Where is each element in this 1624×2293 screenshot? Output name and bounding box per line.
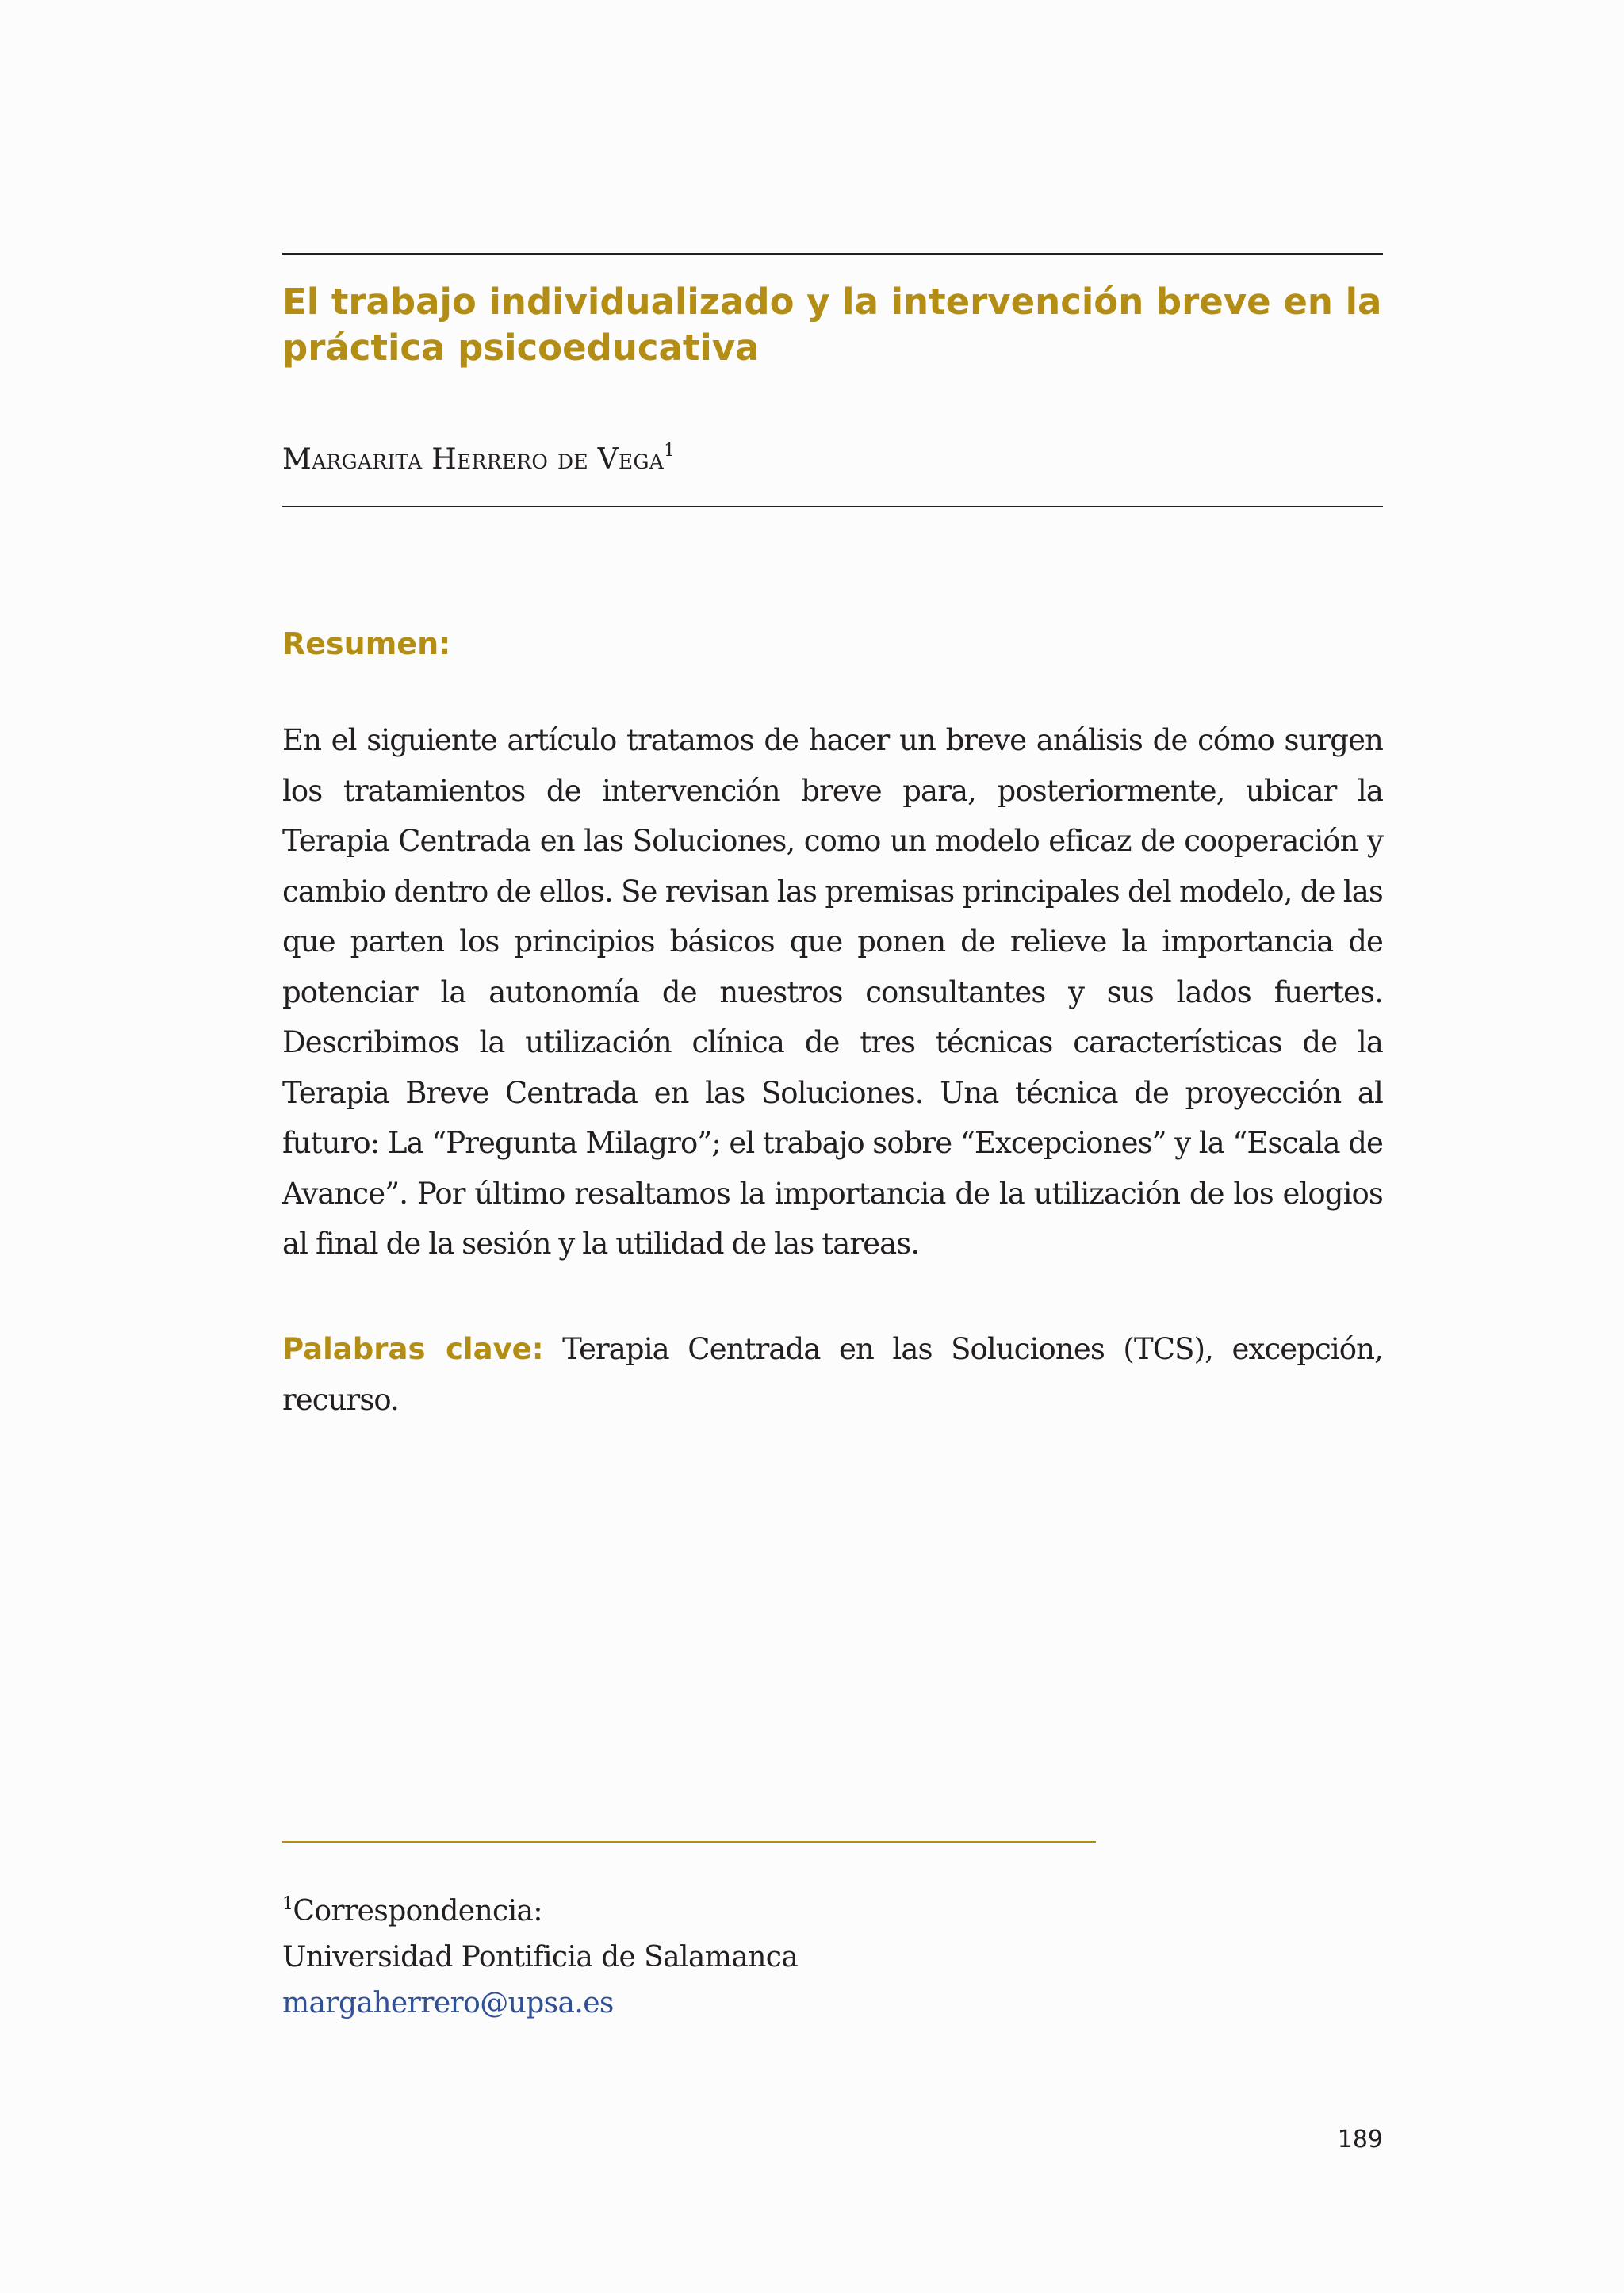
header-bottom-rule (282, 506, 1383, 507)
author-footnote-marker: 1 (664, 441, 676, 461)
abstract-heading: Resumen: (282, 626, 451, 661)
footnote-label: Correspondencia: (293, 1895, 542, 1927)
author-name-text: Margarita Herrero de Vega (282, 443, 665, 476)
keywords-label: Palabras clave: (282, 1332, 544, 1366)
footnote-email-link[interactable]: margaherrero@upsa.es (282, 1987, 614, 2019)
keywords-paragraph (282, 1324, 1383, 1425)
footnote-label-line (282, 1881, 798, 1935)
footnote-institution: Universidad Pontificia de Salamanca (282, 1941, 799, 1973)
footnote-rule (282, 1841, 1096, 1843)
footnote (282, 1881, 798, 2027)
keywords-text: Terapia Centrada en las Soluciones (TCS), excepción, recurso. (282, 1332, 1383, 1417)
abstract-text: En el siguiente artículo tratamos de hacer un breve análisis de cómo surgen los tratamientos de intervención breve para, posteriormente, ubicar la Terapia Centrada en las Soluciones, como un modelo eficaz de cooperación y cambio dentro de ellos. Se revisan las premisas principales del modelo, de las que parten los principios básicos que ponen de relieve la importancia de potenciar la autonomía de nuestros consultantes y sus lados fuertes. Describimos la utilización clínica de tres técnicas características de la Terapia Breve Centrada en las Soluciones. Una técnica de proyección al futuro: La “Pregunta Milagro”; el trabajo sobre “Excepciones” y la “Escala de Avance”. Por último resaltamos la importancia de la utilización de los elogios al final de la sesión y la utilidad de las tareas. (282, 723, 1383, 1261)
article-title: El trabajo individualizado y la intervención breve en la práctica psicoeducativa (282, 281, 1382, 369)
author-name (282, 434, 675, 477)
page-number: 189 (1337, 2126, 1383, 2153)
footnote-marker: 1 (282, 1894, 293, 1914)
top-rule (282, 253, 1383, 255)
